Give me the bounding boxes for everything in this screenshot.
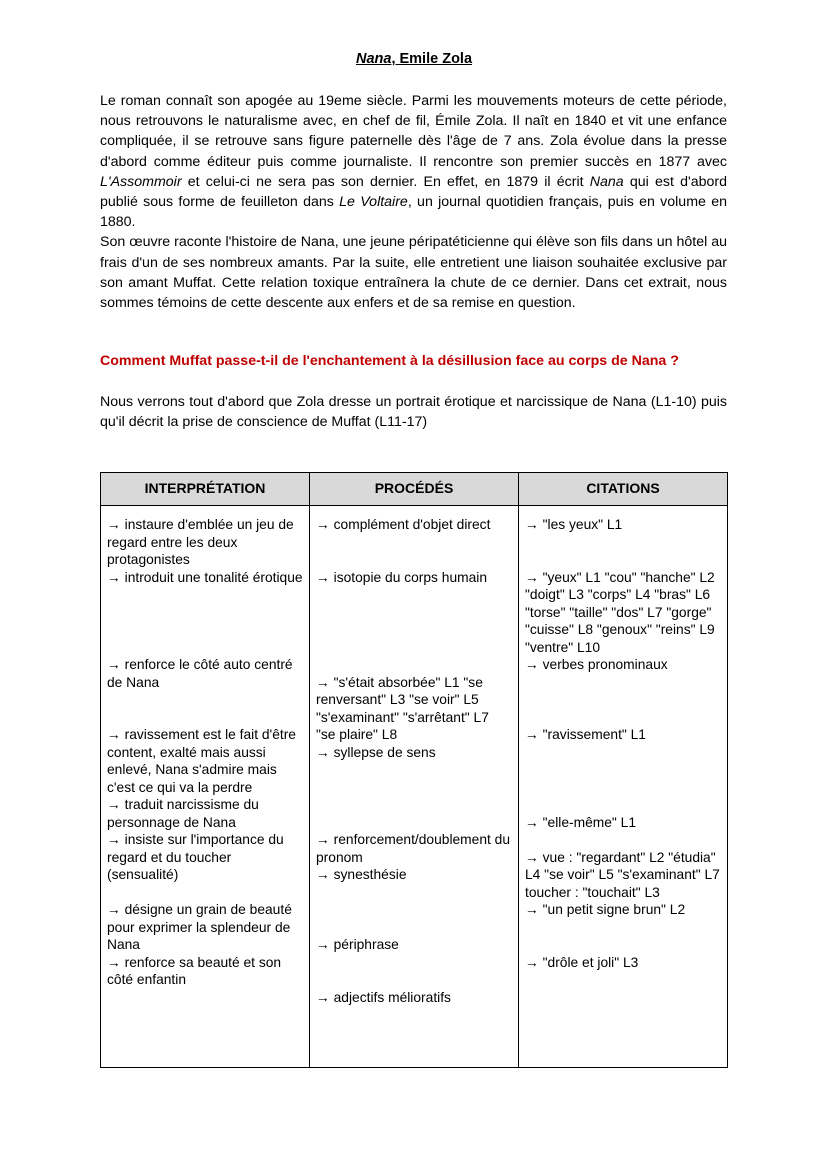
intro-text: Le roman connaît son apogée au 19eme siècle. Parmi les mouvements moteurs de cette période, nous retrouvons le naturalisme avec, en chef de fil, Émile Zola. Il naît en 1840 et vit une enfance compliquée, il se retrouve sans figure paternelle dès l'âge de 7 ans. Zola évolue dans la presse d'abord comme éditeur puis comme journaliste. Il rencontre son premier succès en 1877 avec [100, 93, 727, 170]
plan-announcement: Nous verrons tout d'abord que Zola dresse un portrait érotique et narcissique de Nana (L1-10) puis qu'il décrit la prise de conscience de Muffat (L11-17) [100, 394, 727, 431]
interpretation-column [101, 506, 310, 1068]
citations-column [519, 506, 728, 1068]
intro-text: qui est d'abord publié sous forme de feuilleton dans [100, 173, 727, 211]
analysis-table [100, 472, 728, 1068]
procedes-column [310, 506, 519, 1068]
intro-text: et celui-ci ne sera pas son dernier. En effet, en 1879 il écrit [181, 173, 590, 190]
work-reference: L'Assommoir [100, 173, 182, 190]
problematic-question: Comment Muffat passe-t-il de l'enchantement à la désillusion face au corps de Nana ? [100, 353, 679, 369]
header-procedes: PROCÉDÉS [310, 473, 519, 506]
citations-cell: → "les yeux" L1 → "yeux" L1 "cou" "hanche" L2 "doigt" L3 "corps" L4 "bras" L6 "torse" "taille" "dos" L7 "gorge" "cuisse" L8 "genoux" "reins" L9 "ventre" L10 → verbes pronominaux → "ravissement" L1 → "elle-même" L1 → vue : "regardant" L2 "étudia" L4 "se voir" L5 "s'examinant" L7 toucher : "touchait" L3 → "un petit signe brun" L2 → "drôle et joli" L3 [525, 517, 720, 970]
work-title: Nana [355, 51, 392, 67]
interpretation-cell: → instaure d'emblée un jeu de regard entre les deux protagonistes → introduit une tonalité érotique → renforce le côté auto centré de Nana → ravissement est le fait d'être content, exalté mais aussi enlevé, Nana s'admire mais c'est ce qui va la perdre → traduit narcissisme du personnage de Nana → insiste sur l'importance du regard et du toucher (sensualité) → désigne un grain de beauté pour exprimer la splendeur de Nana → renforce sa beauté et son côté enfantin [107, 517, 303, 987]
newspaper-reference: Le Voltaire [339, 194, 408, 211]
intro-paragraph-2: Son œuvre raconte l'histoire de Nana, une jeune péripatéticienne qui élève son fils dans un hôtel au frais d'un de ses nombreux amants. Par la suite, elle entretient une liaison souhaitée exclusive par son amant Muffat. Cette relation toxique entraînera la chute de ce dernier. Dans cet extrait, nous sommes témoins de cette descente aux enfers et de sa remise en question. [100, 234, 727, 312]
table-header-row [101, 473, 728, 506]
intro-paragraph-1 [100, 91, 727, 232]
header-citations: CITATIONS [519, 473, 728, 506]
page-title [0, 50, 828, 68]
header-interpretation: INTERPRÉTATION [101, 473, 310, 506]
author-name: , Emile Zola [391, 51, 473, 67]
procedes-cell: → complément d'objet direct → isotopie du corps humain → "s'était absorbée" L1 "se renversant" L3 "se voir" L5 "s'examinant" "s'arrêtant" L7 "se plaire" L8 → syllepse de sens → renforcement/doublement du pronom → synesthésie → périphrase → adjectifs mélioratifs [316, 517, 511, 1005]
intro-text: , un journal quotidien français, puis en volume en 1880. [100, 194, 727, 231]
introduction [100, 91, 727, 313]
table-row [101, 506, 728, 1068]
work-reference: Nana [589, 173, 624, 190]
